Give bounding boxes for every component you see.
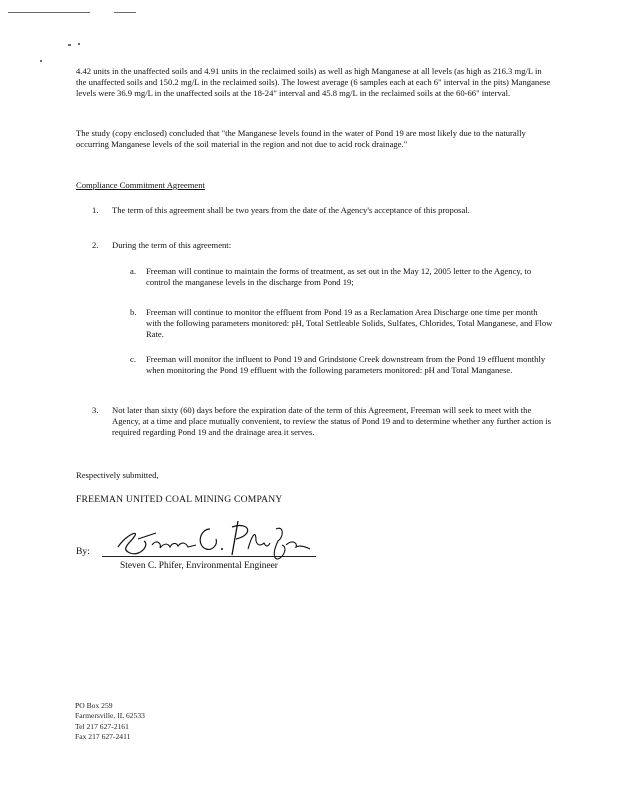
sub-item-text: Freeman will continue to monitor the effluent from Pond 19 as a Reclamation Area Discharge one time per month with the following parameters monitored: pH, Total Settleable Solids, Sulfates, Chlorides, Total Manganese, and Flow Rate.	[146, 307, 553, 340]
address-fax: Fax 217 627-2411	[75, 732, 131, 742]
signer-name: Steven C. Phifer, Environmental Engineer	[120, 561, 278, 571]
agreement-item-2	[92, 240, 554, 251]
item-text: Not later than sixty (60) days before the expiration date of the term of this Agreement, Freeman will seek to meet with the Agency, at a time and place mutually convenient, to review the status of Pond 19 and to determine whether any further action is required regarding Pond 19 and the drainage area it serves.	[112, 405, 552, 438]
scan-artifact-dot-3	[40, 60, 42, 62]
scan-artifact-top	[8, 12, 90, 13]
section-heading: Compliance Commitment Agreement	[76, 180, 205, 190]
sub-item-letter: c.	[130, 354, 136, 364]
scan-artifact-dot	[68, 44, 71, 46]
signature-line	[102, 556, 316, 557]
agreement-sub-item-b	[130, 307, 554, 341]
intro-paragraph: 4.42 units in the unaffected soils and 4.91 units in the reclaimed soils) as well as high Manganese at all levels (as high as 216.3 mg/L in the unaffected soils and 150.2 mg/L in the reclaimed soils). The lowest average (6 samples each at each 6" interval in the pits) Manganese levels were 36.9 mg/L in the unaffected soils at the 18-24" interval and 45.8 mg/L in the reclaimed soils at the 60-66" interval.	[76, 66, 551, 99]
by-label: By:	[76, 546, 90, 557]
sub-item-letter: b.	[130, 307, 137, 317]
item-number: 3.	[92, 405, 99, 415]
company-address	[75, 701, 145, 743]
address-telephone: Tel 217 627-2161	[75, 721, 129, 731]
address-po-box: PO Box 259	[75, 701, 113, 710]
item-number: 1.	[92, 205, 99, 215]
agreement-sub-item-a	[130, 266, 554, 288]
agreement-sub-item-c	[130, 354, 554, 376]
item-text: During the term of this agreement:	[112, 240, 232, 250]
scan-artifact-top-2	[114, 12, 136, 13]
item-text: The term of this agreement shall be two years from the date of the Agency's acceptance of this proposal.	[112, 205, 470, 215]
study-paragraph: The study (copy enclosed) concluded that "the Manganese levels found in the water of Pond 19 are most likely due to the naturally occurring Manganese levels of the soil material in the region and not due to acid rock drainage."	[76, 128, 526, 150]
address-city: Farmersville, IL 62533	[75, 711, 145, 721]
closing-line: Respectively submitted,	[76, 470, 159, 480]
sub-item-text: Freeman will monitor the influent to Pond 19 and Grindstone Creek downstream from the Pond 19 effluent monthly when monitoring the Pond 19 effluent with the following parameters monitored: pH and Total Manganese.	[146, 354, 546, 376]
item-number: 2.	[92, 240, 99, 250]
sub-item-letter: a.	[130, 266, 136, 276]
scan-artifact-dot-2	[78, 43, 80, 45]
company-name: FREEMAN UNITED COAL MINING COMPANY	[76, 494, 283, 505]
agreement-item-1	[92, 205, 554, 216]
agreement-item-3	[92, 405, 554, 439]
handwritten-signature	[112, 515, 312, 565]
sub-item-text: Freeman will continue to maintain the forms of treatment, as set out in the May 12, 2005 letter to the Agency, to control the manganese levels in the discharge from Pond 19;	[146, 266, 532, 288]
